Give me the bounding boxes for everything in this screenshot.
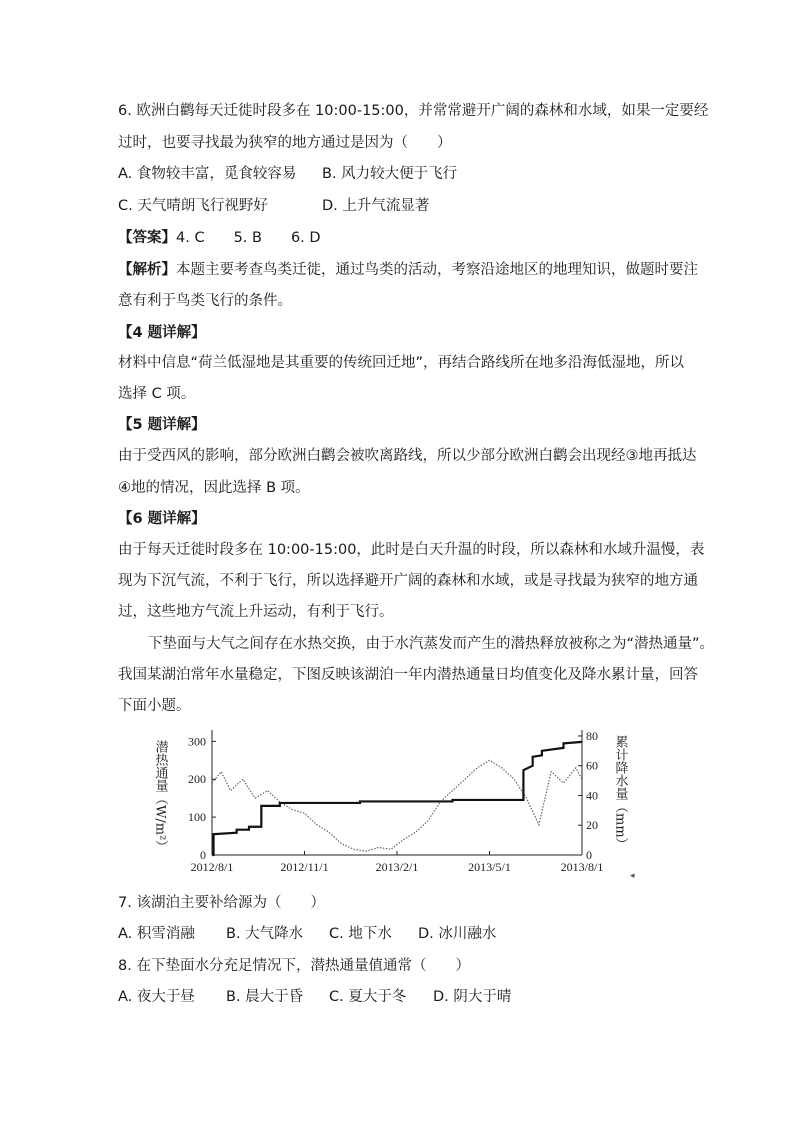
q7-option-b: B. 大气降水 [226, 926, 304, 942]
q8-option-c: C. 夏大于冬 [329, 989, 407, 1005]
q6-detail-label: 【6 题详解】 [118, 511, 206, 527]
left-tick-label: 0 [200, 848, 206, 862]
answer-label: 【答案】 [118, 230, 176, 246]
latent-heat-chart [150, 722, 650, 887]
x-tick-label: 2012/11/1 [280, 860, 329, 874]
q8-option-b: B. 晨大于昏 [226, 989, 304, 1005]
q7-option-d: D. 冰川融水 [418, 926, 497, 942]
q6-stem-line1: 6. 欧洲白鹳每天迁徙时段多在 10:00-15:00，并常常避开广阔的森林和水域，如果一定要经 [118, 103, 709, 119]
q8-stem: 8. 在下垫面水分充足情况下，潜热通量值通常（ ） [118, 958, 470, 974]
analysis-line1 [118, 259, 698, 281]
intro-line3: 下面小题。 [118, 698, 191, 714]
x-tick-label: 2013/5/1 [468, 860, 511, 874]
analysis-label: 【解析】 [118, 262, 176, 278]
q7-stem: 7. 该湖泊主要补给源为（ ） [118, 895, 325, 911]
q6-detail-line2: 现为下沉气流，不利于飞行，所以选择避开广阔的森林和水域，或是寻找最为狭窄的地方通 [118, 573, 698, 589]
right-tick-label: 0 [586, 848, 592, 862]
q5-detail-line1: 由于受西风的影响，部分欧洲白鹳会被吹离路线，所以少部分欧洲白鹳会出现经③地再抵达 [118, 448, 697, 464]
q8-option-d: D. 阴大于晴 [433, 989, 512, 1005]
q5-detail-line2: ④地的情况，因此选择 B 项。 [118, 480, 310, 496]
left-axis-label: 潜热通量（W/m²） [152, 740, 168, 854]
right-tick-label: 20 [586, 818, 598, 833]
answer-text: 4. C 5. B 6. D [176, 230, 321, 246]
q4-detail-line2: 选择 C 项。 [118, 386, 196, 402]
q8-option-a: A. 夜大于昼 [118, 989, 195, 1005]
q6-option-c: C. 天气晴朗飞行视野好 [118, 198, 268, 214]
q6-stem-line2: 过时，也要寻找最为狭窄的地方通过是因为（ ） [118, 135, 452, 151]
right-tick-label: 80 [586, 728, 598, 743]
x-tick-label: 2013/2/1 [375, 860, 419, 874]
q6-detail-line3: 过，这些地方气流上升运动，有利于飞行。 [118, 604, 394, 620]
answer-line [118, 227, 321, 249]
right-tick-label: 60 [586, 758, 598, 773]
x-tick-label: 2013/8/1 [560, 860, 604, 874]
chart-end-mark: ◂ [630, 871, 635, 881]
q6-detail-line1: 由于每天迁徙时段多在 10:00-15:00，此时是白天升温的时段，所以森林和水域升温慢，表 [118, 542, 705, 558]
q7-option-c: C. 地下水 [329, 926, 392, 942]
analysis-text-1: 本题主要考查鸟类迁徙，通过鸟类的活动，考察沿途地区的地理知识，做题时要注 [176, 262, 698, 278]
q4-detail-line1: 材料中信息“荷兰低湿地是其重要的传统回迁地”，再结合路线所在地多沿海低湿地，所以 [118, 355, 685, 371]
left-tick-label: 200 [188, 772, 206, 787]
q6-option-b: B. 风力较大便于飞行 [322, 166, 458, 182]
left-tick-label: 300 [188, 734, 206, 749]
q5-detail-label: 【5 题详解】 [118, 417, 206, 433]
q6-option-d: D. 上升气流显著 [322, 198, 430, 214]
q7-option-a: A. 积雪消融 [118, 926, 195, 942]
intro-line1: 下垫面与大气之间存在水热交换，由于水汽蒸发而产生的潜热释放被称之为“潜热通量”。 [148, 636, 715, 652]
intro-line2: 我国某湖泊常年水量稳定，下图反映该湖泊一年内潜热通量日均值变化及降水累计量，回答 [118, 667, 698, 683]
chart-axes [212, 730, 582, 855]
left-tick-label: 100 [188, 810, 206, 825]
q6-option-a: A. 食物较丰富，觅食较容易 [118, 166, 297, 182]
q4-detail-label: 【4 题详解】 [118, 325, 206, 341]
right-axis-label: 累计降水量（mm） [612, 735, 628, 851]
x-tick-label: 2012/8/1 [190, 860, 234, 874]
analysis-line2: 意有利于鸟类飞行的条件。 [118, 293, 292, 309]
right-tick-label: 40 [586, 788, 598, 803]
